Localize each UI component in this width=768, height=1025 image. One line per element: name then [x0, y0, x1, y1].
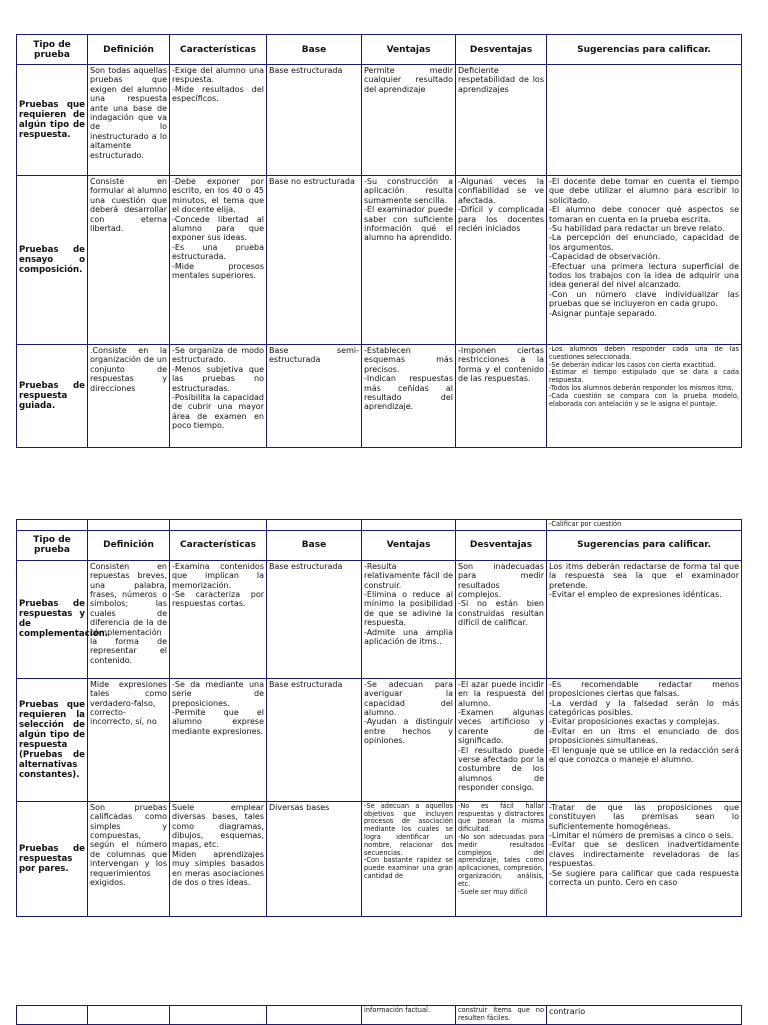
table-row	[17, 176, 742, 345]
row-definicion: .Consiste en la organización de un conjunto de respuestas y direcciones	[88, 345, 170, 448]
header-ventajas: Ventajas	[362, 35, 456, 65]
row-ventajas: -Se adecuan a aquellos objetivos que incluyen procesos de asociación mediante los cuales se logra identificar un nombre, relacionar dos secuencias. -Con bastante rapidez se puede examinar una gran cantidad de	[362, 801, 456, 916]
header-caracteristicas: Características	[170, 530, 267, 560]
table-row	[17, 345, 742, 448]
header-caracteristicas: Características	[170, 35, 267, 65]
row-desventajas: -No es fácil hallar respuestas y distractores que posean la misma dificultad. -No son adecuadas para medir resultados complejos del aprendizaje, tales como aplicaciones, compresión, organización, análisis, etc. -Suele ser muy difícil	[456, 801, 547, 916]
carry-over-row	[17, 520, 742, 531]
row-sugerencias: Los itms deberán redactarse de forma tal que la respuesta sea la que el examinador pretende. -Evitar el empleo de expresiones idénticas.	[547, 560, 742, 678]
row-sugerencias: -Es recomendable redactar menos proposiciones ciertas que falsas. -La verdad y la falsedad serán lo más categóricas posibles. -Evitar proposiciones exactas y complejas. -Evitar en un itms el enunciado de dos proposiciones simultaneas. -El lenguaje que se utilice en la redacción será el que conozca o maneje el alumno.	[547, 678, 742, 801]
header-sugerencias: Sugerencias para calificar.	[547, 530, 742, 560]
row-tipo: Pruebas de respuestas por pares.	[17, 801, 88, 916]
row-tipo: Pruebas de ensayo o composición.	[17, 176, 88, 345]
header-tipo: Tipo de prueba	[17, 35, 88, 65]
row-sugerencias: -Los alumnos deben responder cada una de las cuestiones seleccionada. -Se deberán indicar los casos con cierta exactitud. -Estimar el tiempo estipulado que se dara a cada respuesta. -Todos los alumnos deberán responder los mismos itms. -Cada cuestión se compara con la prueba modelo, elaborada con antelación y se le asigna el puntaje.	[547, 345, 742, 448]
row-sugerencias: contrario	[547, 1006, 742, 1025]
row-base: Base estructurada	[267, 560, 362, 678]
table-header-row	[17, 530, 742, 560]
row-ventajas: Permite medir cualquier resultado del aprendizaje	[362, 65, 456, 176]
row-definicion: Consiste en formular al alumno una cuestión que deberá desarrollar con eterna libertad.	[88, 176, 170, 345]
table-header-row	[17, 35, 742, 65]
row-desventajas: Son inadecuadas para medir resultados complejos. -Si no están bien construidas resultan difícil de calificar.	[456, 560, 547, 678]
row-caracteristicas: -Se da mediante una serie de preposiciones. -Permite que el alumno exprese mediante expresiones.	[170, 678, 267, 801]
row-desventajas: Deficiente respetabilidad de los aprendizajes	[456, 65, 547, 176]
evaluation-table-1	[16, 34, 742, 448]
row-desventajas: construir ítems que no resulten fáciles.	[456, 1006, 547, 1025]
row-base: Base semi-estructurada	[267, 345, 362, 448]
header-definicion: Definición	[88, 530, 170, 560]
row-desventajas: -Algunas veces la confiabilidad se ve afectada. -Difícil y complicada para los docentes recién iniciados	[456, 176, 547, 345]
row-base: Base estructurada	[267, 65, 362, 176]
header-tipo: Tipo de prueba	[17, 530, 88, 560]
header-ventajas: Ventajas	[362, 530, 456, 560]
header-definicion: Definición	[88, 35, 170, 65]
row-ventajas: -Establecen esquemas más precisos. -Indican respuestas más ceñidas al resultado del aprendizaje.	[362, 345, 456, 448]
row-caracteristicas: -Examina contenidos que implican la memorización. -Se caracteriza por respuestas cortas.	[170, 560, 267, 678]
row-base: Diversas bases	[267, 801, 362, 916]
row-sugerencias: -El docente debe tomar en cuenta el tiempo que debe utilizar el alumno para escribir lo solicitado. -El alumno debe conocer qué aspectos se tomaran en cuenta en la prueba escrita. -Su habilidad para redactar un breve relato. -La percepción del enunciado, capacidad de los argumentos. -Capacidad de observación. -Efectuar una primera lectura superficial de todos los trabajos con la idea de adquirir una idea general del nivel alcanzado. -Con un número clave individualizar las pruebas que se incluyeron en cada grupo. -Asignar puntaje separado.	[547, 176, 742, 345]
header-desventajas: Desventajas	[456, 530, 547, 560]
row-caracteristicas: -Debe exponer por escrito, en los 40 o 45 minutos, el tema que el docente elija. -Concede libertad al alumno para que exponer sus ideas. -Es una prueba estructurada. -Mide procesos mentales superiores.	[170, 176, 267, 345]
row-base: Base no estructurada	[267, 176, 362, 345]
row-ventajas: -Se adecuan para averiguar la capacidad del alumno. -Ayudan a distinguir entre hechos y opiniones.	[362, 678, 456, 801]
table-row	[17, 560, 742, 678]
row-definicion: Son pruebas calificadas como simples y compuestas, según el número de columnas que intervengan y los requerimientos exigidos.	[88, 801, 170, 916]
row-sugerencias	[547, 65, 742, 176]
header-base: Base	[267, 35, 362, 65]
row-definicion: Consisten en repuestas breves, una palabra, frases, números o símbolos; las cuales de diferencia de la de complementación la forma de representar el contenido.	[88, 560, 170, 678]
row-tipo: Pruebas de respuesta guiada.	[17, 345, 88, 448]
row-ventajas: -Su construcción a aplicación resulta sumamente sencilla. -El examinador puede saber con suficiente información qué el alumno ha aprendido.	[362, 176, 456, 345]
table-row	[17, 801, 742, 916]
row-caracteristicas: -Exige del alumno una respuesta. -Mide resultados del específicos.	[170, 65, 267, 176]
header-desventajas: Desventajas	[456, 35, 547, 65]
table-row	[17, 65, 742, 176]
row-caracteristicas: -Se organiza de modo estructurado. -Menos subjetiva que las pruebas no estructuradas. -Posibilita la capacidad de cubrir una mayor área de examen en poco tiempo.	[170, 345, 267, 448]
row-base: Base estructurada	[267, 678, 362, 801]
carry-over-sugerencia: -Calificar por cuestión	[547, 520, 742, 531]
evaluation-table-3	[16, 1005, 742, 1025]
row-caracteristicas: Suele emplear diversas bases, tales como diagramas, dibujos, esquemas, mapas, etc. Miden aprendizajes muy simples basados en meras asociaciones de dos o tres ideas.	[170, 801, 267, 916]
row-desventajas: -Imponen ciertas restricciones a la forma y el contenido de las respuestas.	[456, 345, 547, 448]
row-tipo: Pruebas de respuestas y de complementación.	[17, 560, 88, 678]
row-tipo: Pruebas que requieren la selección de algún tipo de respuesta (Pruebas de alternativas constantes).	[17, 678, 88, 801]
table-row	[17, 1006, 742, 1025]
row-tipo: Pruebas que requieren de algún tipo de respuesta.	[17, 65, 88, 176]
evaluation-table-2	[16, 519, 742, 917]
row-definicion: Mide expresiones tales como verdadero-falso, correcto-incorrecto, sí, no	[88, 678, 170, 801]
row-sugerencias: -Tratar de que las proposiciones que constituyen las premisas sean lo suficientemente homogéneas. -Limitar el número de premisas a cinco o seis. -Evitar que se deslicen inadvertidamente claves indirectamente reveladoras de las respuestas. -Se sugiere para calificar que cada respuesta correcta un punto. Cero en caso	[547, 801, 742, 916]
row-definicion: Son todas aquellas pruebas que exigen del alumno una respuesta ante una base de indagación que va de lo inestructurado a lo altamente estructurado.	[88, 65, 170, 176]
table-row	[17, 678, 742, 801]
row-ventajas: información factual.	[362, 1006, 456, 1025]
row-desventajas: -El azar puede incidir en la respuesta del alumno. -Examen algunas veces artificioso y carente de significado. -El resultado puede verse afectado por la costumbre de los alumnos de responder consigo.	[456, 678, 547, 801]
row-ventajas: -Resulta relativamente fácil de construir. -Elimina o reduce al mínimo la posibilidad de que se adivine la respuesta. -Admite una amplia aplicación de itms..	[362, 560, 456, 678]
header-sugerencias: Sugerencias para calificar.	[547, 35, 742, 65]
header-base: Base	[267, 530, 362, 560]
